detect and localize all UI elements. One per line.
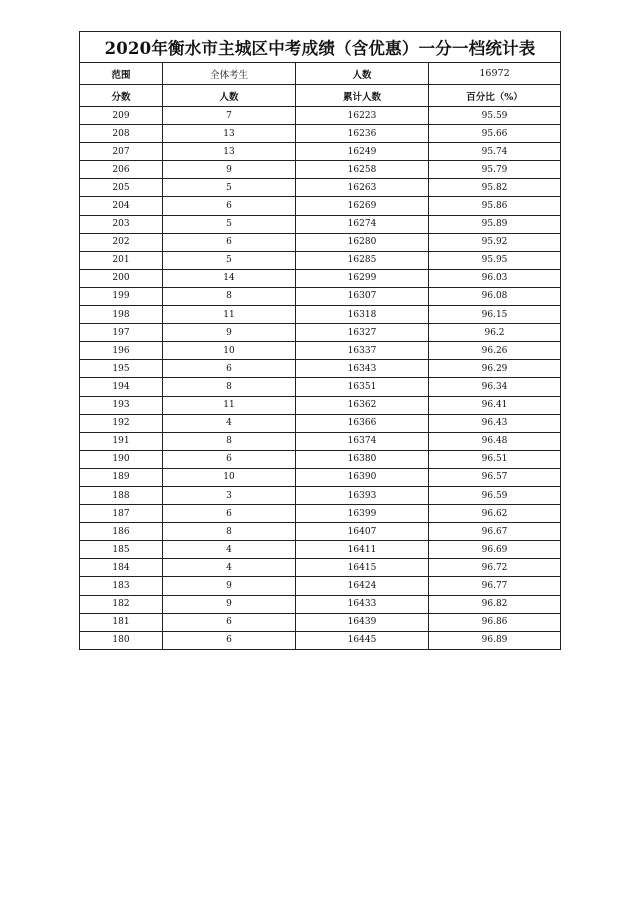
table-row (80, 613, 561, 631)
table-row (80, 251, 561, 269)
score-cell: 189 (80, 468, 163, 486)
percent-cell: 96.59 (429, 486, 561, 504)
cumulative-cell: 16318 (296, 306, 429, 324)
percent-cell: 95.66 (429, 125, 561, 143)
score-cell: 180 (80, 631, 163, 649)
cumulative-cell: 16223 (296, 107, 429, 125)
table-row (80, 287, 561, 305)
cumulative-cell: 16399 (296, 505, 429, 523)
total-count-label: 人数 (296, 63, 429, 85)
table-row (80, 324, 561, 342)
percent-cell: 96.86 (429, 613, 561, 631)
score-cell: 196 (80, 342, 163, 360)
table-row (80, 378, 561, 396)
title-row (80, 32, 561, 63)
percent-cell: 96.41 (429, 396, 561, 414)
score-cell: 205 (80, 179, 163, 197)
count-cell: 7 (163, 107, 296, 125)
count-cell: 9 (163, 324, 296, 342)
score-cell: 193 (80, 396, 163, 414)
table-body (80, 32, 561, 650)
score-cell: 199 (80, 287, 163, 305)
percent-cell: 96.29 (429, 360, 561, 378)
cumulative-cell: 16390 (296, 468, 429, 486)
score-cell: 186 (80, 523, 163, 541)
count-cell: 13 (163, 143, 296, 161)
percent-cell: 96.82 (429, 595, 561, 613)
table-row (80, 161, 561, 179)
cumulative-cell: 16424 (296, 577, 429, 595)
count-cell: 10 (163, 468, 296, 486)
count-cell: 8 (163, 432, 296, 450)
count-cell: 10 (163, 342, 296, 360)
cumulative-cell: 16249 (296, 143, 429, 161)
header-percent: 百分比（%） (429, 85, 561, 107)
count-cell: 6 (163, 360, 296, 378)
info-row (80, 63, 561, 85)
table-row (80, 541, 561, 559)
percent-cell: 96.2 (429, 324, 561, 342)
percent-cell: 96.67 (429, 523, 561, 541)
score-cell: 183 (80, 577, 163, 595)
table-row (80, 631, 561, 649)
cumulative-cell: 16407 (296, 523, 429, 541)
score-cell: 203 (80, 215, 163, 233)
total-count-value: 16972 (429, 63, 561, 85)
score-cell: 182 (80, 595, 163, 613)
count-cell: 6 (163, 233, 296, 251)
count-cell: 6 (163, 197, 296, 215)
range-value: 全体考生 (163, 63, 296, 85)
table-row (80, 269, 561, 287)
score-cell: 181 (80, 613, 163, 631)
count-cell: 5 (163, 251, 296, 269)
table-row (80, 450, 561, 468)
cumulative-cell: 16374 (296, 432, 429, 450)
count-cell: 4 (163, 559, 296, 577)
count-cell: 13 (163, 125, 296, 143)
percent-cell: 96.77 (429, 577, 561, 595)
percent-cell: 96.43 (429, 414, 561, 432)
header-score: 分数 (80, 85, 163, 107)
score-cell: 202 (80, 233, 163, 251)
percent-cell: 96.03 (429, 269, 561, 287)
cumulative-cell: 16258 (296, 161, 429, 179)
percent-cell: 96.57 (429, 468, 561, 486)
percent-cell: 95.95 (429, 251, 561, 269)
count-cell: 8 (163, 378, 296, 396)
cumulative-cell: 16439 (296, 613, 429, 631)
percent-cell: 96.72 (429, 559, 561, 577)
table-row (80, 107, 561, 125)
table-row (80, 523, 561, 541)
table-row (80, 306, 561, 324)
score-cell: 194 (80, 378, 163, 396)
cumulative-cell: 16362 (296, 396, 429, 414)
score-cell: 208 (80, 125, 163, 143)
score-cell: 184 (80, 559, 163, 577)
header-count: 人数 (163, 85, 296, 107)
count-cell: 5 (163, 215, 296, 233)
percent-cell: 95.82 (429, 179, 561, 197)
table-row (80, 396, 561, 414)
table-row (80, 197, 561, 215)
count-cell: 4 (163, 541, 296, 559)
table-row (80, 143, 561, 161)
count-cell: 11 (163, 306, 296, 324)
cumulative-cell: 16285 (296, 251, 429, 269)
cumulative-cell: 16380 (296, 450, 429, 468)
percent-cell: 96.15 (429, 306, 561, 324)
percent-cell: 96.08 (429, 287, 561, 305)
score-cell: 209 (80, 107, 163, 125)
percent-cell: 96.51 (429, 450, 561, 468)
score-cell: 190 (80, 450, 163, 468)
cumulative-cell: 16337 (296, 342, 429, 360)
percent-cell: 96.89 (429, 631, 561, 649)
cumulative-cell: 16263 (296, 179, 429, 197)
percent-cell: 96.69 (429, 541, 561, 559)
cumulative-cell: 16433 (296, 595, 429, 613)
cumulative-cell: 16307 (296, 287, 429, 305)
count-cell: 8 (163, 287, 296, 305)
count-cell: 8 (163, 523, 296, 541)
score-cell: 200 (80, 269, 163, 287)
table-row (80, 595, 561, 613)
percent-cell: 96.48 (429, 432, 561, 450)
score-cell: 195 (80, 360, 163, 378)
percent-cell: 95.86 (429, 197, 561, 215)
score-cell: 188 (80, 486, 163, 504)
table-title: 2020年衡水市主城区中考成绩（含优惠）一分一档统计表 (80, 32, 561, 63)
cumulative-cell: 16351 (296, 378, 429, 396)
score-cell: 201 (80, 251, 163, 269)
score-cell: 192 (80, 414, 163, 432)
score-cell: 198 (80, 306, 163, 324)
percent-cell: 95.89 (429, 215, 561, 233)
count-cell: 6 (163, 613, 296, 631)
table-row (80, 342, 561, 360)
count-cell: 5 (163, 179, 296, 197)
count-cell: 14 (163, 269, 296, 287)
table-row (80, 360, 561, 378)
count-cell: 9 (163, 161, 296, 179)
score-cell: 187 (80, 505, 163, 523)
score-cell: 191 (80, 432, 163, 450)
percent-cell: 95.79 (429, 161, 561, 179)
cumulative-cell: 16445 (296, 631, 429, 649)
score-cell: 204 (80, 197, 163, 215)
score-cell: 185 (80, 541, 163, 559)
cumulative-cell: 16411 (296, 541, 429, 559)
count-cell: 4 (163, 414, 296, 432)
table-row (80, 233, 561, 251)
count-cell: 11 (163, 396, 296, 414)
percent-cell: 95.92 (429, 233, 561, 251)
percent-cell: 96.34 (429, 378, 561, 396)
table-row (80, 468, 561, 486)
table-row (80, 414, 561, 432)
count-cell: 6 (163, 631, 296, 649)
percent-cell: 96.62 (429, 505, 561, 523)
header-cumulative: 累计人数 (296, 85, 429, 107)
score-cell: 207 (80, 143, 163, 161)
table-row (80, 125, 561, 143)
cumulative-cell: 16236 (296, 125, 429, 143)
score-cell: 206 (80, 161, 163, 179)
table-row (80, 215, 561, 233)
count-cell: 9 (163, 595, 296, 613)
cumulative-cell: 16274 (296, 215, 429, 233)
header-row (80, 85, 561, 107)
cumulative-cell: 16299 (296, 269, 429, 287)
table-row (80, 505, 561, 523)
table-row (80, 179, 561, 197)
count-cell: 6 (163, 505, 296, 523)
table-row (80, 432, 561, 450)
score-cell: 197 (80, 324, 163, 342)
table-row (80, 577, 561, 595)
score-distribution-table (79, 31, 561, 650)
range-label: 范围 (80, 63, 163, 85)
table-row (80, 486, 561, 504)
cumulative-cell: 16269 (296, 197, 429, 215)
cumulative-cell: 16327 (296, 324, 429, 342)
count-cell: 6 (163, 450, 296, 468)
percent-cell: 95.59 (429, 107, 561, 125)
percent-cell: 96.26 (429, 342, 561, 360)
count-cell: 9 (163, 577, 296, 595)
percent-cell: 95.74 (429, 143, 561, 161)
count-cell: 3 (163, 486, 296, 504)
cumulative-cell: 16280 (296, 233, 429, 251)
cumulative-cell: 16343 (296, 360, 429, 378)
table-row (80, 559, 561, 577)
cumulative-cell: 16415 (296, 559, 429, 577)
cumulative-cell: 16366 (296, 414, 429, 432)
cumulative-cell: 16393 (296, 486, 429, 504)
